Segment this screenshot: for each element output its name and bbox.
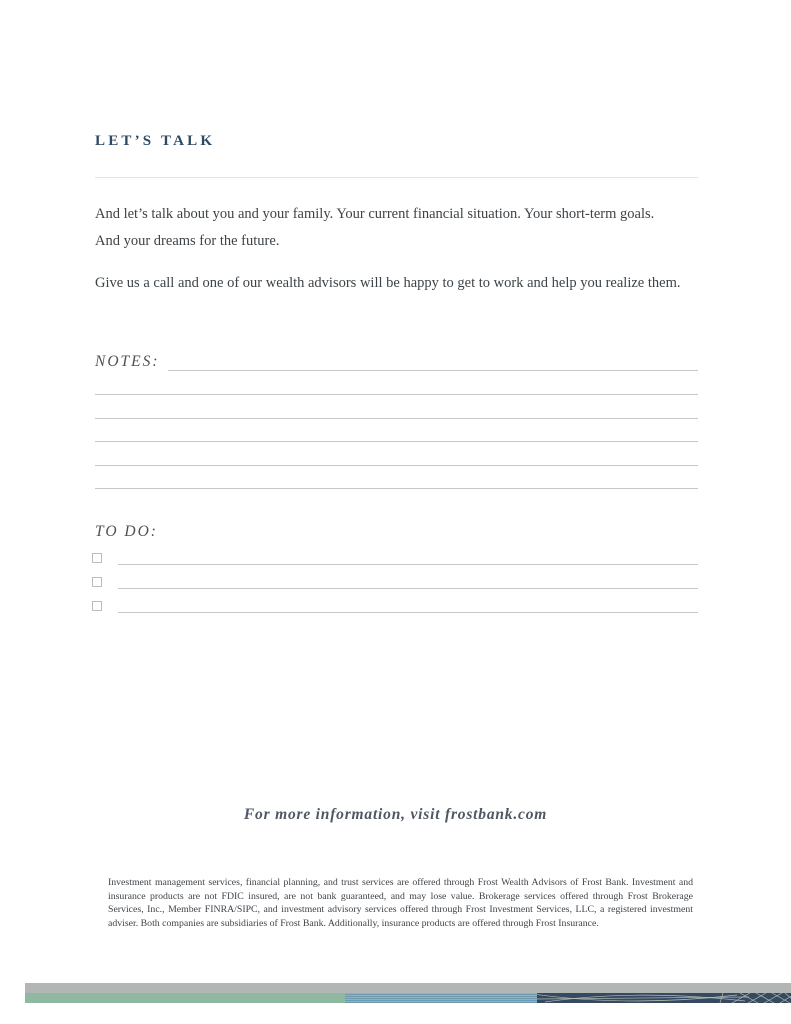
todo-item	[92, 572, 698, 596]
notes-write-line	[95, 418, 698, 419]
intro-line-1: And let’s talk about you and your family. Your current financial situation. Your short-term goals.	[95, 206, 655, 222]
todo-checkbox[interactable]	[92, 577, 102, 587]
notes-section-header	[95, 351, 698, 371]
footer-bar-blue-segment	[345, 993, 537, 1003]
todo-item	[92, 596, 698, 620]
intro-paragraph	[95, 201, 705, 255]
todo-item	[92, 548, 698, 572]
legal-disclaimer: Investment management services, financial planning, and trust services are offered through Frost Wealth Advisors of Frost Bank. Investment and insurance products are not FDIC insured, are not bank guaranteed, and may lose value. Brokerage services offered through Frost Brokerage Services, Inc., Member FINRA/SIPC, and investment advisory services offered through Frost Investment Services, LLC, a registered investment adviser. Both companies are subsidiaries of Frost Bank. Additionally, insurance products are offered through Frost Insurance.	[108, 877, 693, 929]
header-divider	[95, 177, 698, 178]
notes-write-line	[168, 351, 698, 371]
footer-bar-gray-stripe	[25, 983, 791, 993]
todo-write-line	[118, 612, 698, 613]
notes-write-line	[95, 394, 698, 395]
todo-write-line	[118, 564, 698, 565]
todo-list	[92, 548, 698, 620]
guilloche-pattern-art	[537, 993, 791, 1003]
intro-line-2: And your dreams for the future.	[95, 233, 280, 249]
cta-paragraph: Give us a call and one of our wealth advisors will be happy to get to work and help you realize them.	[95, 275, 681, 291]
footer-bar-green-segment	[25, 993, 345, 1003]
todo-write-line	[118, 588, 698, 589]
todo-checkbox[interactable]	[92, 553, 102, 563]
todo-checkbox[interactable]	[92, 601, 102, 611]
notes-write-line	[95, 441, 698, 442]
notes-write-line	[95, 465, 698, 466]
notes-label: NOTES:	[95, 353, 160, 370]
page-title: LET’S TALK	[95, 133, 216, 149]
notes-write-line	[95, 488, 698, 489]
more-info-line: For more information, visit frostbank.com	[243, 806, 548, 823]
todo-label: TO DO:	[95, 523, 158, 540]
footer-bar-navy-segment	[537, 993, 791, 1003]
